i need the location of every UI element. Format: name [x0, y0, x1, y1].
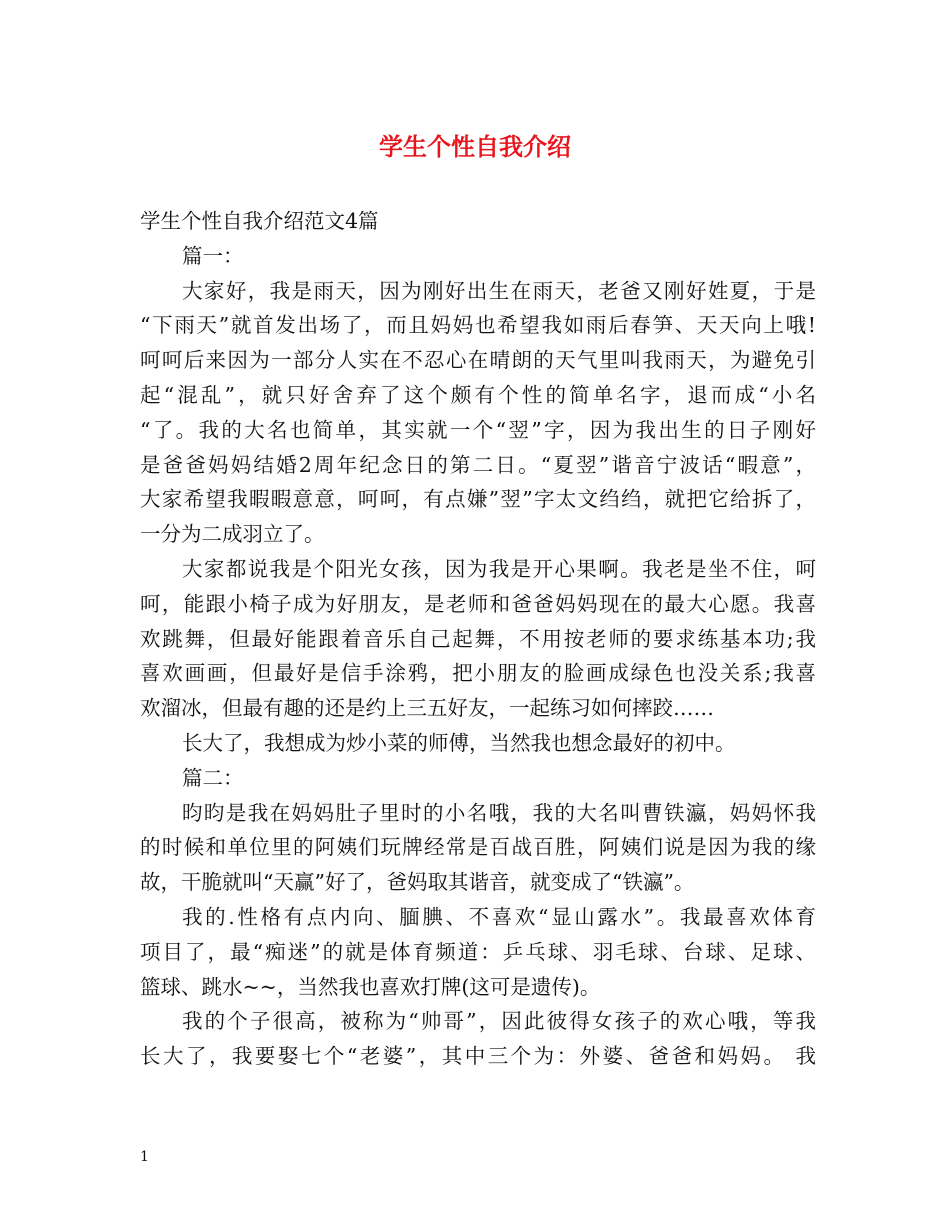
paragraph-line: 篮球、跳水~~，当然我也喜欢打牌(这可是遗传)。 — [140, 974, 601, 999]
paragraph-line: “了。我的大名也简单，其实就一个“翌”字，因为我出生的日子刚好 — [140, 417, 816, 442]
paragraph-line: 故，干脆就叫“天赢”好了，爸妈取其谐音，就变成了“铁瀛”。 — [140, 870, 695, 895]
paragraph-line: 大家都说我是个阳光女孩，因为我是开心果啊。我老是坐不住，呵 — [182, 556, 816, 581]
section-heading-1: 篇一： — [182, 243, 244, 268]
paragraph-line: 的时候和单位里的阿姨们玩牌经常是百战百胜，阿姨们说是因为我的缘 — [140, 835, 816, 860]
paragraph-line: 欢跳舞，但最好能跟着音乐自己起舞，不用按老师的要求练基本功;我 — [140, 626, 816, 651]
paragraph-line: 是爸爸妈妈结婚2周年纪念日的第二日。“夏翌”谐音宁波话“暇意”， — [140, 452, 816, 477]
paragraph-line: 项目了，最“痴迷”的就是体育频道：乒乓球、羽毛球、台球、足球、 — [140, 939, 816, 964]
paragraph-line: 我的个子很高，被称为“帅哥”，因此彼得女孩子的欢心哦，等我 — [182, 1009, 816, 1034]
paragraph-line: 起“混乱”，就只好舍弃了这个颇有个性的简单名字，退而成“小名 — [140, 382, 816, 407]
paragraph-line: “下雨天”就首发出场了，而且妈妈也希望我如雨后春笋、天天向上哦! — [140, 313, 816, 338]
paragraph-line: 长大了，我要娶七个“老婆”，其中三个为：外婆、爸爸和妈妈。 我 — [140, 1044, 816, 1069]
paragraph-line: 呵呵后来因为一部分人实在不忍心在晴朗的天气里叫我雨天，为避免引 — [140, 348, 816, 373]
paragraph-line: 昀昀是我在妈妈肚子里时的小名哦，我的大名叫曹铁瀛，妈妈怀我 — [182, 800, 816, 825]
subtitle-line: 学生个性自我介绍范文4篇 — [140, 209, 379, 233]
section-heading-2: 篇二： — [182, 765, 244, 790]
document-body — [140, 204, 816, 1074]
paragraph-line: 长大了，我想成为炒小菜的师傅，当然我也想念最好的初中。 — [182, 730, 736, 755]
paragraph-line: 大家好，我是雨天，因为刚好出生在雨天，老爸又刚好姓夏，于是 — [182, 278, 816, 303]
paragraph-line: 欢溜冰，但最有趣的还是约上三五好友，一起练习如何摔跤…… — [140, 696, 714, 721]
paragraph-line: 我的.性格有点内向、腼腆、不喜欢“显山露水”。我最喜欢体育 — [182, 904, 816, 929]
page-title: 学生个性自我介绍 — [379, 132, 571, 161]
paragraph-line: 呵，能跟小椅子成为好朋友，是老师和爸爸妈妈现在的最大心愿。我喜 — [140, 591, 816, 616]
paragraph-line: 一分为二成羽立了。 — [140, 522, 325, 547]
paragraph-line: 大家希望我暇暇意意，呵呵，有点嫌”翌”字太文绉绉，就把它给拆了， — [140, 487, 816, 512]
page-number: 1 — [140, 1149, 149, 1165]
paragraph-line: 喜欢画画，但最好是信手涂鸦，把小朋友的脸画成绿色也没关系;我喜 — [140, 661, 816, 686]
